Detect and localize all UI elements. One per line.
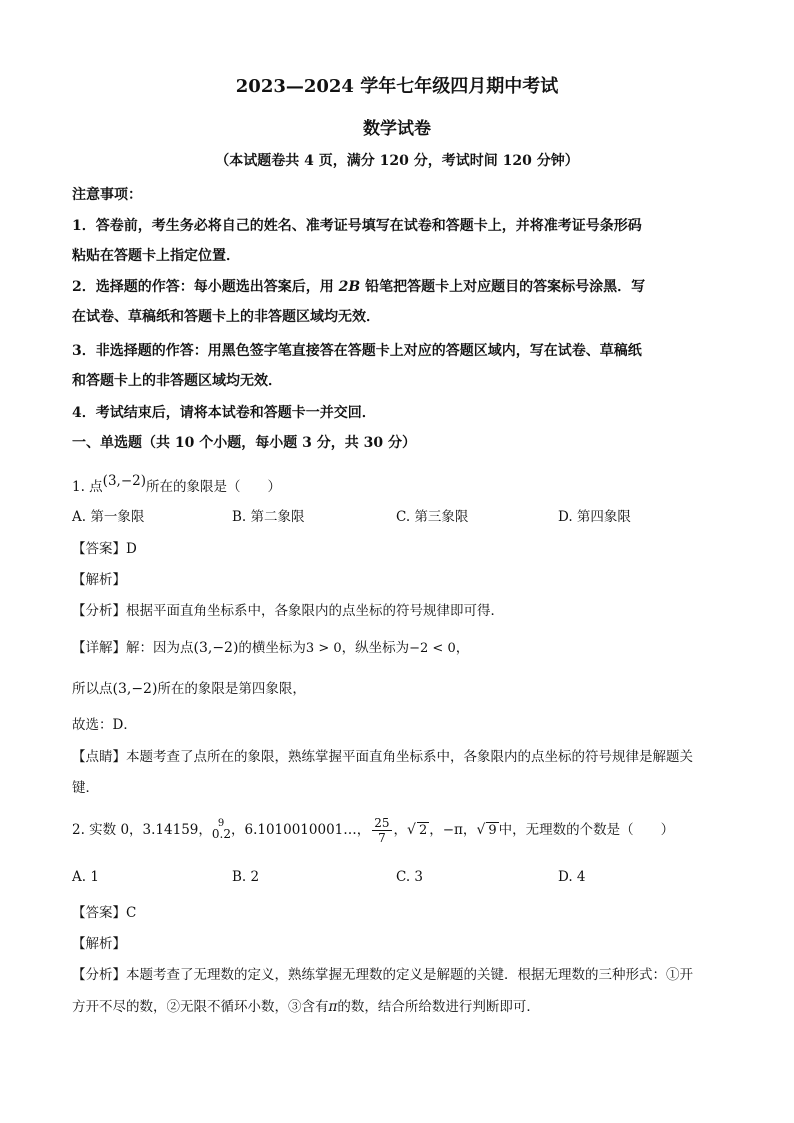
sqrt-9-radicand: 9 xyxy=(488,823,497,838)
question-2-text-d: ，−π， xyxy=(429,822,477,838)
question-1-choice: 故选：D． xyxy=(72,717,137,733)
instruction-4: 4．考试结束后，请将本试卷和答题卡一并交回． xyxy=(72,405,376,421)
xiangjie-text-b: 的横坐标为 xyxy=(238,640,306,656)
question-2-option-c: C. 3 xyxy=(396,869,424,885)
question-1-analysis-label: 【解析】 xyxy=(72,572,126,588)
repeating-dot-digit: 9 xyxy=(217,818,225,829)
question-2-text-b: ，6.1010010001…， xyxy=(230,822,371,838)
sqrt-sign-icon: √ xyxy=(476,822,486,838)
question-1-stem xyxy=(72,473,281,495)
question-2-analysis-label: 【解析】 xyxy=(72,936,126,952)
question-1-answer: 【答案】D xyxy=(72,541,137,557)
question-2-option-d: D. 4 xyxy=(558,869,586,885)
xiangjie-ineq-2: −2 < 0 xyxy=(409,641,456,656)
question-2-text-a: 2. 实数 0，3.14159， xyxy=(72,822,212,838)
instruction-2-line2: 在试卷、草稿纸和答题卡上的非答题区域均无效． xyxy=(72,309,380,325)
xiangjie-point: (3,−2) xyxy=(193,640,239,656)
question-1-option-c: C. 第三象限 xyxy=(396,509,469,525)
instruction-1-line1: 1．答卷前，考生务必将自己的姓名、准考证号填写在试卷和答题卡上，并将准考证号条形码 xyxy=(72,218,642,234)
instruction-2-text-c: 铅笔把答题卡上对应题目的答案标号涂黑．写 xyxy=(365,279,646,295)
exam-title: 2023—2024 学年七年级四月期中考试 xyxy=(235,76,559,97)
question-1-dianjing-line2: 键． xyxy=(72,780,99,796)
sqrt-2-radicand: 2 xyxy=(418,823,428,838)
question-2-text-e: 中，无理数的个数是（ ） xyxy=(498,822,675,838)
instructions-heading: 注意事项： xyxy=(72,187,142,203)
conclusion-point: (3,−2) xyxy=(112,681,158,697)
instruction-2-line1 xyxy=(72,276,645,296)
question-1-option-b: B. 第二象限 xyxy=(232,509,305,525)
question-2-answer: 【答案】C xyxy=(72,905,137,921)
exam-subject: 数学试卷 xyxy=(363,119,431,139)
fraction-numerator: 25 xyxy=(374,816,390,830)
question-1-fenxi: 【分析】根据平面直角坐标系中，各象限内的点坐标的符号规律即可得． xyxy=(72,603,504,619)
question-2-text-c: ， xyxy=(393,822,408,838)
question-1-point: (3,−2) xyxy=(102,473,146,489)
pi-symbol: π xyxy=(328,999,338,1015)
xiangjie-text-f: ， xyxy=(455,640,470,656)
exam-note: （本试题卷共 4 页，满分 120 分，考试时间 120 分钟） xyxy=(215,153,579,169)
fraction-denominator: 7 xyxy=(378,831,386,845)
conclusion-text-a: 所以点 xyxy=(72,681,113,697)
question-1-xiangjie xyxy=(72,636,469,656)
fenxi-line2-text-a: 方开不尽的数，②无限不循环小数，③含有 xyxy=(72,999,329,1015)
xiangjie-text-d: ，纵坐标为 xyxy=(341,640,410,656)
instruction-2-text-a: 2．选择题的作答：每小题选出答案后，用 xyxy=(72,279,334,295)
repeating-decimal xyxy=(211,818,231,841)
question-1-option-d: D. 第四象限 xyxy=(558,509,631,525)
repeating-digits: 0.2 xyxy=(211,827,231,841)
instruction-2-pencil: 2B xyxy=(338,279,361,295)
conclusion-text-b: 所在的象限是第四象限， xyxy=(157,681,306,697)
question-2-stem xyxy=(72,816,674,845)
xiangjie-text-a: 【详解】解：因为点 xyxy=(72,640,194,656)
question-2-fenxi-line1: 【分析】本题考查了无理数的定义，熟练掌握无理数的定义是解题的关键．根据无理数的三种形式：①开 xyxy=(72,967,693,983)
instruction-1-line2: 粘贴在答题卡上指定位置． xyxy=(72,248,240,264)
section-1-heading: 一、单选题（共 10 个小题，每小题 3 分，共 30 分） xyxy=(72,435,416,451)
fenxi-line2-text-b: 的数，结合所给数进行判断即可． xyxy=(337,999,540,1015)
question-1-text-b: 所在的象限是（ ） xyxy=(146,479,281,495)
fraction-25-7 xyxy=(372,816,391,845)
question-1-conclusion xyxy=(72,677,306,697)
question-1-dianjing-line1: 【点睛】本题考查了点所在的象限，熟练掌握平面直角坐标系中，各象限内的点坐标的符号规律是解题关 xyxy=(72,749,693,765)
instruction-3-line1: 3．非选择题的作答：用黑色签字笔直接答在答题卡上对应的答题区域内，写在试卷、草稿纸 xyxy=(72,343,642,359)
question-2-option-b: B. 2 xyxy=(232,869,260,885)
instruction-3-line2: 和答题卡上的非答题区域均无效． xyxy=(72,373,282,389)
question-1-text-a: 1. 点 xyxy=(72,479,103,495)
question-2-fenxi-line2 xyxy=(72,995,540,1015)
question-1-option-a: A. 第一象限 xyxy=(72,509,145,525)
question-2-option-a: A. 1 xyxy=(72,869,99,885)
sqrt-sign-icon: √ xyxy=(407,822,416,838)
xiangjie-ineq-1: 3 > 0 xyxy=(305,641,342,656)
